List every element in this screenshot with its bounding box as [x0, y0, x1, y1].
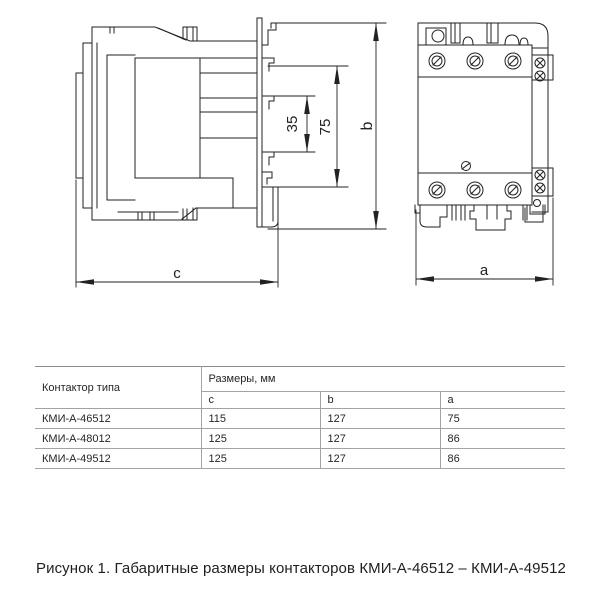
value-c: 125: [201, 449, 320, 469]
mounting-hole: [432, 30, 444, 42]
aux-contact-block: [530, 48, 553, 214]
value-a: 86: [440, 429, 565, 449]
dimension-label-35: 35: [284, 115, 301, 133]
type-cell: КМИ-А-46512: [35, 409, 201, 429]
value-b: 127: [320, 409, 440, 429]
dimension-label-b: b: [359, 121, 376, 131]
bottom-feet: [415, 205, 543, 230]
type-cell: КМИ-А-49512: [35, 449, 201, 469]
col-header-b: b: [320, 392, 440, 409]
dimension-label-c: c: [173, 265, 181, 282]
sizes-header-cell: Размеры, мм: [201, 367, 565, 392]
table-header-row: [35, 367, 565, 392]
type-cell: КМИ-А-48012: [35, 429, 201, 449]
dimension-75: [268, 66, 348, 187]
dimension-label-a: a: [479, 262, 489, 279]
terminal-screws-top: [429, 53, 521, 69]
terminal-screws-bottom: [429, 182, 521, 198]
dimension-35: [268, 96, 315, 152]
value-a: 75: [440, 409, 565, 429]
dimension-a: [416, 198, 553, 285]
side-view-drawing: [76, 18, 278, 227]
dimensions-table: [35, 366, 565, 469]
dimension-annotations: [76, 23, 553, 287]
value-c: 125: [201, 429, 320, 449]
center-screw: [462, 162, 471, 171]
front-view-drawing: [415, 23, 553, 230]
table-row: [35, 409, 565, 429]
type-header-cell: Контактор типа: [35, 367, 201, 409]
dimension-c: [76, 180, 278, 287]
col-header-c: c: [201, 392, 320, 409]
value-b: 127: [320, 449, 440, 469]
value-c: 115: [201, 409, 320, 429]
value-b: 127: [320, 429, 440, 449]
table-row: [35, 449, 565, 469]
value-a: 86: [440, 449, 565, 469]
figure-caption: Рисунок 1. Габаритные размеры контакторов КМИ-А-46512 – КМИ-А-49512: [36, 560, 566, 577]
dimension-label-75: 75: [317, 118, 334, 136]
table-row: [35, 429, 565, 449]
col-header-a: a: [440, 392, 565, 409]
